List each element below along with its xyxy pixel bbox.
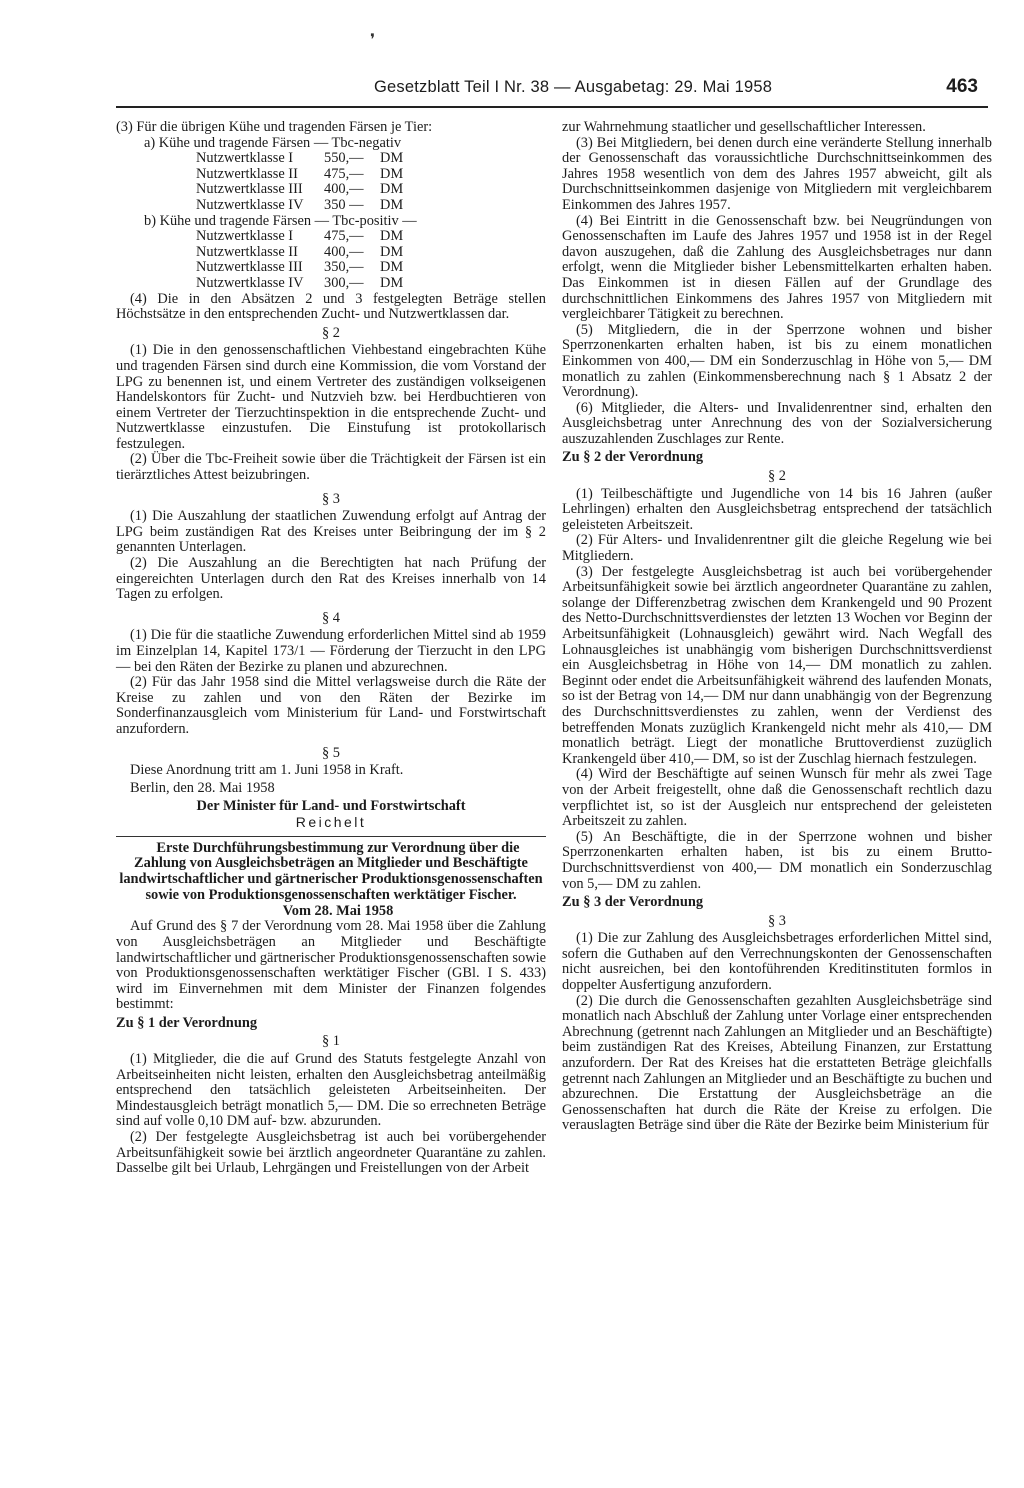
group-b-label: b) Kühe und tragende Färsen — Tbc-positiv — (144, 212, 417, 229)
paragraph: (2) Die durch die Genossenschaften gezahlten Ausgleichsbeträge sind monatlich nach Abschluß der Zahlung unter Vorlage einer entsprechenden Abrechnung (getrennt nach Zahlungen an Mitglieder und an Beschäftigte) beim zuständigen Rat des Kreises, Abteilung Finanzen, zur Erstattung anzufordern. Der Rat des Kreises hat die erstatteten Beträge gleichfalls getrennt nach Zahlungen an Mitglieder und an Beschäftigte zu buchen und abzurechnen. Die Erstattung der Ausgleichsbeträge an die Genossenschaften hat durch die Räte der Kreise zu erfolgen. Die verauslagten Beträge sind über die Räte der Bezirke beim Ministerium für (562, 992, 992, 1134)
table-cell: Nutzwertklasse III (196, 181, 303, 198)
paragraph: (1) Die zur Zahlung des Ausgleichsbetrages erforderlichen Mittel sind, sofern die Guthaben auf den Verrechnungskonten der Genossenschaften nicht ausreichen, bei den kontoführenden Kreditinstituten formlos in doppelter Ausfertigung anzufordern. (562, 930, 992, 994)
paragraph: (1) Teilbeschäftigte und Jugendliche von 14 bis 16 Jahren (außer Lehrlingen) erhalten den Ausgleichsbetrag entsprechend der tatsächlich geleisteten Arbeitszeit. (562, 485, 992, 533)
paragraph: (2) Die Auszahlung an die Berechtigten hat nach Prüfung der eingereichten Unterlagen durch den Rat des Kreises innerhalb von 14 Tagen zu erfolgen. (116, 555, 546, 603)
paragraph: (2) Für Alters- und Invalidenrentner gilt die gleiche Regelung wie bei Mitgliedern. (562, 532, 992, 565)
rate-table-a (196, 151, 420, 213)
header-title: Gesetzblatt Teil I Nr. 38 — Ausgabetag: 29. Mai 1958 (374, 78, 773, 96)
table-cell: Nutzwertklasse III (196, 259, 303, 276)
paragraph: (1) Die in den genossenschaftlichen Viehbestand eingebrachten Kühe und tragenden Färsen sind durch eine Kommission, die vom Vorstand der LPG zu benennen ist, und einem Vertreter des zuständigen volkseigenen Handelskontors für Zucht- und Nutzvieh bzw. bei Herdbuchtieren von einem Vertreter der Tierzuchtinspektion in die entsprechende Zucht- und Nutzwertklasse einzustufen. Die Einstufung ist protokollarisch festzulegen. (116, 342, 546, 452)
paragraph: (4) Bei Eintritt in die Genossenschaft bzw. bei Neugründungen von Genossenschaften im Laufe des Jahres 1957 und 1958 ist in der Regel davon auszugehen, daß die Zahlung des Ausgleichsbetrages nur dann erfolgt, wenn die Mitglieder bisher Lebensmittelkarten erhalten haben. Das Einkommen ist in diesen Fällen auf der Grundlage des durchschnittlichen Einkommens des Jahres 1957 von Mitgliedern mit vergleichbarer Tätigkeit zu berechnen. (562, 212, 992, 323)
page-number: 463 (946, 76, 978, 97)
table-cell: Nutzwertklasse IV (196, 274, 304, 291)
table-cell: 475,— (324, 228, 364, 245)
table-cell: 350,— (324, 259, 364, 276)
rate-table-b (196, 229, 420, 291)
paragraph: Diese Anordnung tritt am 1. Juni 1958 in Kraft. (130, 762, 404, 779)
table-cell: 350 — (324, 196, 364, 213)
signature-name: Reichelt (295, 813, 367, 830)
table-row (196, 198, 420, 214)
table-row (196, 151, 420, 167)
table-cell: Nutzwertklasse I (196, 228, 294, 245)
paragraph: (5) Mitgliedern, die in der Sperrzone wohnen und bisher Sperrzonenkarten erhalten haben, ist bis zu einem monatlichen Einkommen von 400,— DM ein Sonderzuschlag in Höhe von 5,— DM monatlich zu zahlen (Einkommensberechnung nach § 1 Absatz 2 der Verordnung). (562, 321, 992, 401)
table-cell: DM (380, 181, 404, 198)
table-cell: 300,— (324, 274, 364, 291)
table-cell: 550,— (324, 150, 364, 167)
table-row (196, 276, 420, 292)
regulation-date: Vom 28. Mai 1958 (282, 902, 394, 919)
section-heading: § 2 (768, 468, 786, 485)
paragraph: (2) Über die Tbc-Freiheit sowie über die Trächtigkeit der Färsen ist ein tierärztliches Attest beizubringen. (116, 451, 546, 484)
paragraph: (3) Der festgelegte Ausgleichsbetrag ist auch bei vorübergehender Arbeitsunfähigkeit sowie bei ärztlich angeordneter Quarantäne zu zahlen, solange der Differenzbetrag zwischen dem Krankengeld und 90 Prozent des Netto-Durchschnittsverdienstes der letzten 13 Wochen vor Beginn der Arbeitsunfähigkeit (Lohnausgleich) gewährt wird. Nach Wegfall des Lohnausgleiches ist unabhängig vom bisherigen Durchschnittsverdienst ein Ausgleichsbetrag in Höhe von 14,— DM monatlich zu zahlen. Beginnt oder endet die Arbeitsunfähigkeit während des laufenden Monats, so ist der Betrag von 14,— DM nur dann unabhängig von der Begrenzung des Durchschnittsverdienstes zu zahlen, wenn der Verdienst des betreffenden Monats zuzüglich Krankengeld nicht mehr als 410,— DM monatlich beträgt. Liegt der monatliche Bruttoverdienst zuzüglich Krankengeld über 410,— DM, so ist der Zuschlag hiernach festzulegen. (562, 563, 992, 767)
paragraph: (1) Die für die staatliche Zuwendung erforderlichen Mittel sind ab 1959 im Einzelplan 14, Kapitel 173/1 — Förderung der Tierzucht in den LPG — bei den Räten der Bezirke zu planen und abzurechnen. (116, 627, 546, 675)
table-cell: 475,— (324, 165, 364, 182)
signature-organization: Der Minister für Land- und Forstwirtschaft (196, 798, 466, 815)
table-cell: Nutzwertklasse II (196, 165, 298, 182)
table-cell: DM (380, 259, 404, 276)
paragraph: (2) Für das Jahr 1958 sind die Mittel verlagsweise durch die Räte der Kreise zu zahlen und von den Räten der Bezirke im Sonderfinanzausgleich vom Ministerium für Land- und Forstwirtschaft anzufordern. (116, 674, 546, 737)
table-cell: 400,— (324, 243, 364, 260)
page-header (116, 76, 988, 108)
group-a-label: a) Kühe und tragende Färsen — Tbc-negativ (144, 134, 402, 151)
table-cell: DM (380, 243, 404, 260)
table-cell: DM (380, 228, 404, 245)
table-cell: DM (380, 165, 404, 182)
paragraph: (3) Bei Mitgliedern, bei denen durch eine veränderte Stellung innerhalb der Genossenschaft das voraussichtliche Durchschnittseinkommen des Jahres 1958 wesentlich von dem des Jahres 1957 abweicht, gilt als Durchschnittseinkommen dasjenige von Mitgliedern mit vergleichbarem Einkommen des Jahres 1957. (562, 134, 992, 213)
table-cell: DM (380, 196, 404, 213)
table-cell: Nutzwertklasse II (196, 243, 298, 260)
table-row (196, 229, 420, 245)
paragraph: (1) Die Auszahlung der staatlichen Zuwendung erfolgt auf Antrag der LPG beim zuständigen Rat des Kreises unter Beibringung der im § 2 genannten Unterlagen. (116, 508, 546, 556)
regulation-title: Erste Durchführungsbestimmung zur Verordnung über die Zahlung von Ausgleichsbeträgen an Mitglieder und Beschäftigte landwirtschaftlicher und gärtnerischer Produktionsgenossenschaften sowie von Produktionsgenossenschaften werktätiger Fischer. (119, 839, 543, 903)
left-column (116, 120, 546, 1177)
table-cell: DM (380, 274, 404, 291)
paragraph: (6) Mitglieder, die Alters- und Invalidenrentner sind, erhalten den Ausgleichsbetrag unter Anrechnung des von der Sozialversicherung auszuzahlenden Zuschlages zur Rente. (562, 399, 992, 447)
ink-mark: ❜ (370, 32, 376, 49)
section-heading: § 3 (322, 490, 340, 507)
section-heading: § 5 (322, 744, 340, 761)
section-heading: § 1 (322, 1033, 340, 1050)
table-cell: Nutzwertklasse I (196, 150, 294, 167)
place-date: Berlin, den 28. Mai 1958 (130, 779, 275, 796)
section-heading: § 2 (322, 324, 340, 341)
table-row (196, 245, 420, 261)
subsection-heading: Zu § 2 der Verordnung (562, 449, 704, 466)
subsection-heading: Zu § 1 der Verordnung (116, 1014, 258, 1031)
table-row (196, 182, 420, 198)
paragraph: (5) An Beschäftigte, die in der Sperrzone wohnen und bisher Sperrzonenkarten erhalten haben, ist bis zu einem Brutto-Durchschnittsverdienst von 400,— DM monatlich ein Sonderzuschlag von 5,— DM zu zahlen. (562, 828, 992, 892)
paragraph: Auf Grund des § 7 der Verordnung vom 28. Mai 1958 über die Zahlung von Ausgleichsbeträgen an Mitglieder und Beschäftigte landwirtschaftlicher und gärtnerischer Produktionsgenossenschaften sowie von Produktionsgenossenschaften werktätiger Fischer (GBl. I S. 433) wird im Einvernehmen mit dem Minister der Finanzen folgendes bestimmt: (116, 918, 546, 1013)
paragraph: zur Wahrnehmung staatlicher und gesellschaftlicher Interessen. (562, 119, 926, 135)
right-column (562, 120, 992, 1134)
paragraph: (4) Die in den Absätzen 2 und 3 festgelegten Beträge stellen Höchstsätze in den entsprechenden Zucht- und Nutzwertklassen dar. (116, 290, 546, 323)
table-row (196, 167, 420, 183)
section-heading: § 4 (322, 609, 340, 626)
paragraph: (1) Mitglieder, die die auf Grund des Statuts festgelegte Anzahl von Arbeitseinheiten nicht leisten, erhalten den Ausgleichsbetrag anteilmäßig entsprechend den tatsächlich geleisteten Arbeitseinheiten. Der Mindestausgleich beträgt monatlich 5,— DM. Die so errechneten Beträge sind auf volle 0,10 DM auf- bzw. abzurunden. (116, 1051, 546, 1130)
table-row (196, 260, 420, 276)
paragraph: (3) Für die übrigen Kühe und tragenden Färsen je Tier: (116, 119, 433, 135)
table-cell: DM (380, 150, 404, 167)
subsection-heading: Zu § 3 der Verordnung (562, 894, 704, 911)
section-heading: § 3 (768, 912, 786, 929)
table-cell: Nutzwertklasse IV (196, 196, 304, 213)
paragraph: (2) Der festgelegte Ausgleichsbetrag ist auch bei vorübergehender Arbeitsunfähigkeit sowie bei ärztlich angeordneter Quarantäne zu zahlen. Dasselbe gilt bei Urlaub, Lehrgängen und Freistellungen von der Arbeit (116, 1129, 546, 1177)
table-cell: 400,— (324, 181, 364, 198)
paragraph: (4) Wird der Beschäftigte auf seinen Wunsch für mehr als zwei Tage von der Arbeit freigestellt, ohne daß die Genossenschaft rechtlich dazu verpflichtet ist, so ist der Ausgleich nur entsprechend der geleisteten Arbeitszeit zu zahlen. (562, 766, 992, 830)
divider (116, 836, 546, 837)
